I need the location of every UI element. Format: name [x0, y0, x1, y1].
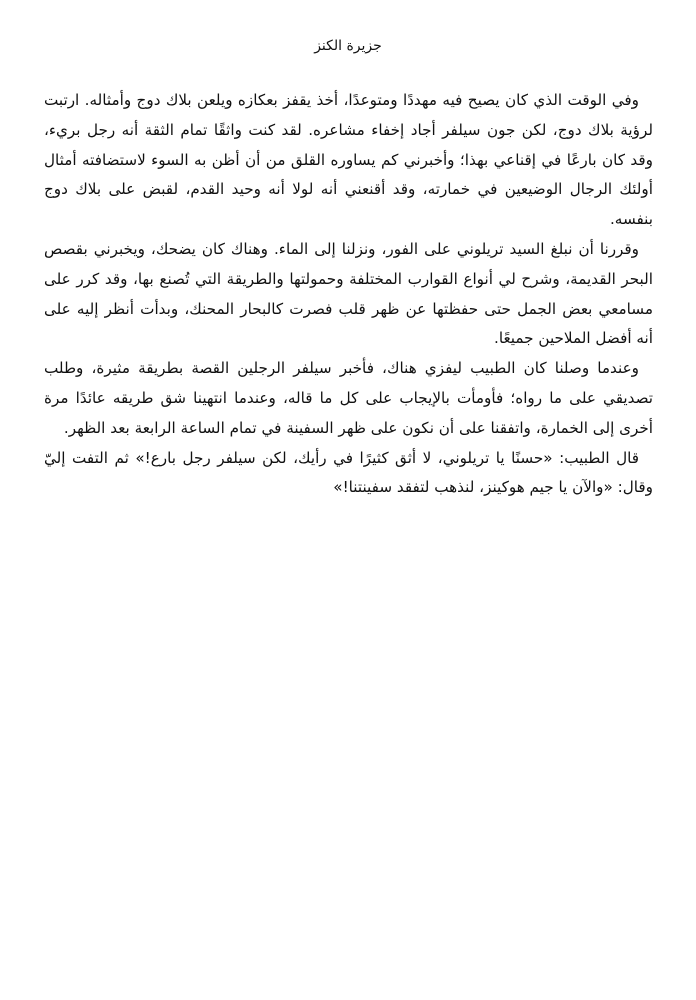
page-title: جزيرة الكنز	[314, 38, 382, 54]
paragraph-4: قال الطبيب: «حسنًا يا تريلوني، لا أثق كثيرًا في رأيك، لكن سيلفر رجل بارع!» ثم التفت إليّ وقال: «والآن يا جيم هوكينز، لنذهب لتفقد سفينتنا!»	[44, 448, 653, 497]
body-text	[44, 86, 653, 503]
paragraph-2: وقررنا أن نبلغ السيد تريلوني على الفور، ونزلنا إلى الماء. وهناك كان يضحك، ويخبرني بقصص البحر القديمة، وشرح لي أنواع القوارب المختلفة وحمولتها والطريقة التي تُصنع بها، وقد كرر على مسامعي بعض الجمل حتى حفظتها عن ظهر قلب فصرت كالبحار المحنك، وبدأت أنظر إليه على أنه أفضل الملاحين جميعًا.	[44, 239, 653, 348]
paragraph-1: وفي الوقت الذي كان يصيح فيه مهددًا ومتوعدًا، أخذ يقفز بعكازه ويلعن بلاك دوج وأمثاله. ارتبت لرؤية بلاك دوج، لكن جون سيلفر أجاد إخفاء مشاعره. لقد كنت واثقًا تمام الثقة أنه رجل بريء، وقد كان بارعًا في إقناعي بهذا؛ وأخبرني كم يساوره القلق من أن أظن به السوء لاستضافته أمثال أولئك الرجال الوضيعين في خمارته، وقد أقنعني أنه لولا أنه وحيد القدم، لقبض على بلاك دوج بنفسه.	[44, 91, 653, 229]
paragraph-3: وعندما وصلنا كان الطبيب ليفزي هناك، فأخبر سيلفر الرجلين القصة بطريقة مثيرة، وطلب تصديقي على ما رواه؛ فأومأت بالإيجاب على كل ما قاله، وعندما انتهينا شق طريقه عائدًا مرة أخرى إلى الخمارة، واتفقنا على أن نكون على ظهر السفينة في تمام الساعة الرابعة بعد الظهر.	[44, 359, 653, 437]
